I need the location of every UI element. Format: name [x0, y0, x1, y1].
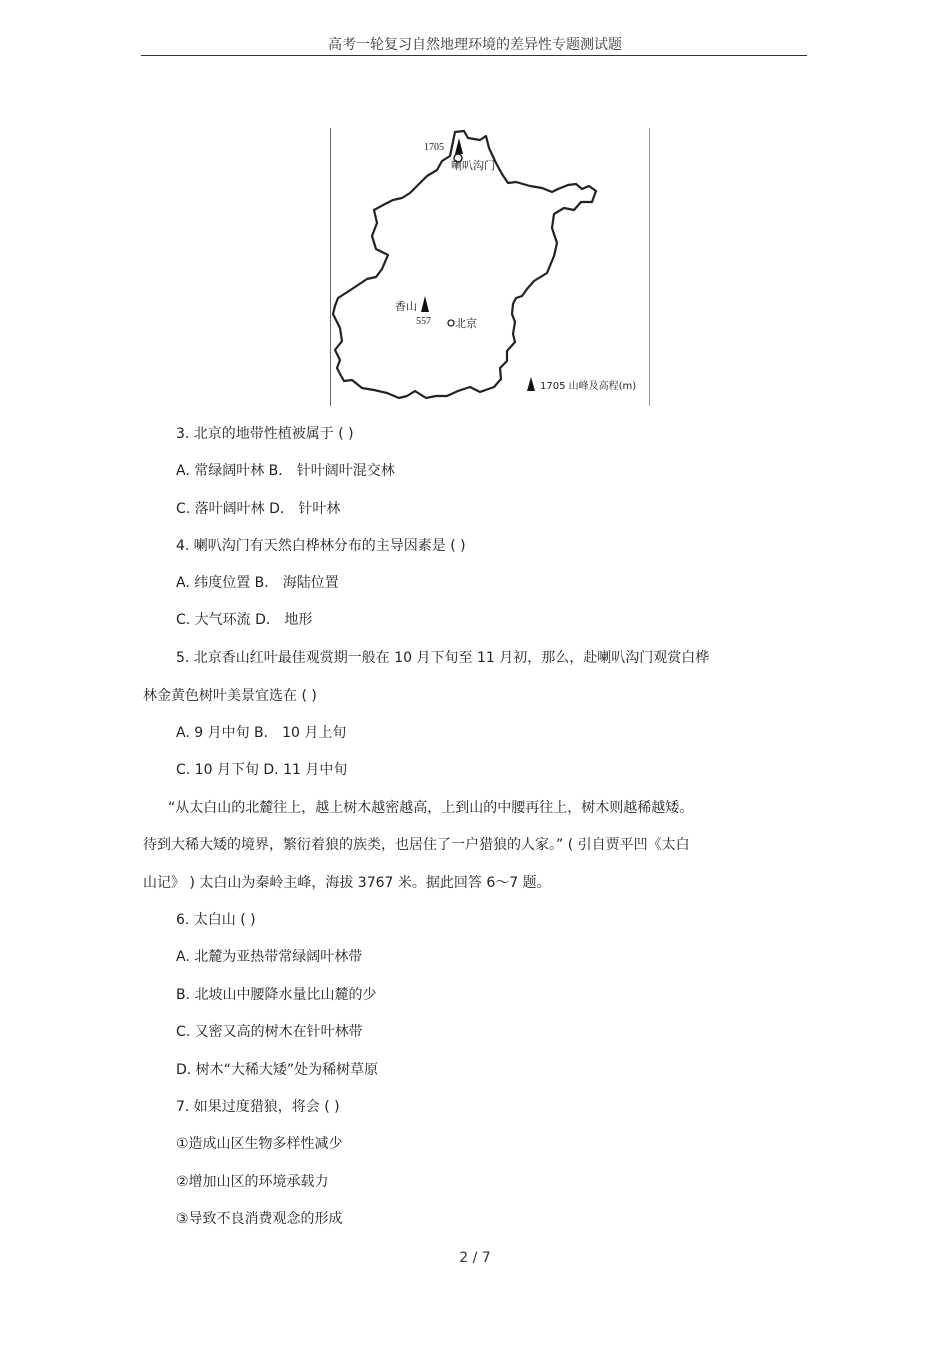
question-5: 5. 北京香山红叶最佳观赏期一般在 10 月下旬至 11 月初，那么，赴喇叭沟门观赏白桦 [176, 650, 710, 666]
question-5-cont: 林金黄色树叶美景宜选在 ( ) [143, 688, 317, 704]
q6-option-a: A. 北麓为亚热带常绿阔叶林带 [176, 949, 363, 965]
question-6: 6. 太白山 ( ) [176, 912, 256, 928]
city-marker-icon [448, 320, 454, 326]
peak-name-label: 香山 [395, 300, 417, 313]
peak-elevation-label: 1705 [424, 142, 444, 153]
q5-options-ab: A. 9 月中旬 B． 10 月上旬 [176, 725, 347, 741]
q6-option-b: B. 北坡山中腰降水量比山麓的少 [176, 987, 377, 1003]
q3-options-cd: C. 落叶阔叶林 D． 针叶林 [176, 501, 341, 517]
passage-line-2: 待到大稀大矮的境界，繁衍着狼的族类，也居住了一户猎狼的人家。” ( 引自贾平凹《太白 [143, 837, 690, 853]
beijing-map-figure [330, 128, 650, 406]
peak-triangle-icon [421, 296, 429, 312]
legend-peak-icon [527, 377, 535, 391]
header-divider [141, 55, 807, 56]
q4-options-cd: C. 大气环流 D． 地形 [176, 612, 313, 628]
peak-triangle-icon [455, 138, 463, 154]
q6-option-c: C. 又密又高的树木在针叶林带 [176, 1024, 363, 1040]
page-number: 2 / 7 [459, 1250, 491, 1266]
q7-item-2: ②增加山区的环境承载力 [176, 1174, 329, 1190]
q3-options-ab: A. 常绿阔叶林 B． 针叶阔叶混交林 [176, 463, 395, 479]
q5-options-cd: C. 10 月下旬 D. 11 月中旬 [176, 762, 348, 778]
map-legend: 1705 山峰及高程(m) [540, 381, 637, 392]
q7-item-3: ③导致不良消费观念的形成 [176, 1211, 343, 1227]
passage-line-1: “从太白山的北麓往上，越上树木越密越高，上到山的中腰再往上，树木则越稀越矮。 [168, 800, 694, 816]
question-7: 7. 如果过度猎狼，将会 ( ) [176, 1099, 340, 1115]
question-4: 4. 喇叭沟门有天然白桦林分布的主导因素是 ( ) [176, 538, 466, 554]
q7-item-1: ①造成山区生物多样性减少 [176, 1136, 343, 1152]
question-3: 3. 北京的地带性植被属于 ( ) [176, 426, 354, 442]
page-header: 高考一轮复习自然地理环境的差异性专题测试题 [328, 37, 622, 53]
beijing-map [330, 128, 650, 406]
peak-name-label: 喇叭沟门 [451, 159, 495, 172]
passage-line-3: 山记》 ) 太白山为秦岭主峰，海拔 3767 米。据此回答 6～7 题。 [143, 875, 551, 891]
city-label: 北京 [455, 317, 477, 330]
peak-elevation-label: 557 [416, 316, 431, 327]
q4-options-ab: A. 纬度位置 B． 海陆位置 [176, 575, 339, 591]
q6-option-d: D. 树木“大稀大矮”处为稀树草原 [176, 1062, 379, 1078]
